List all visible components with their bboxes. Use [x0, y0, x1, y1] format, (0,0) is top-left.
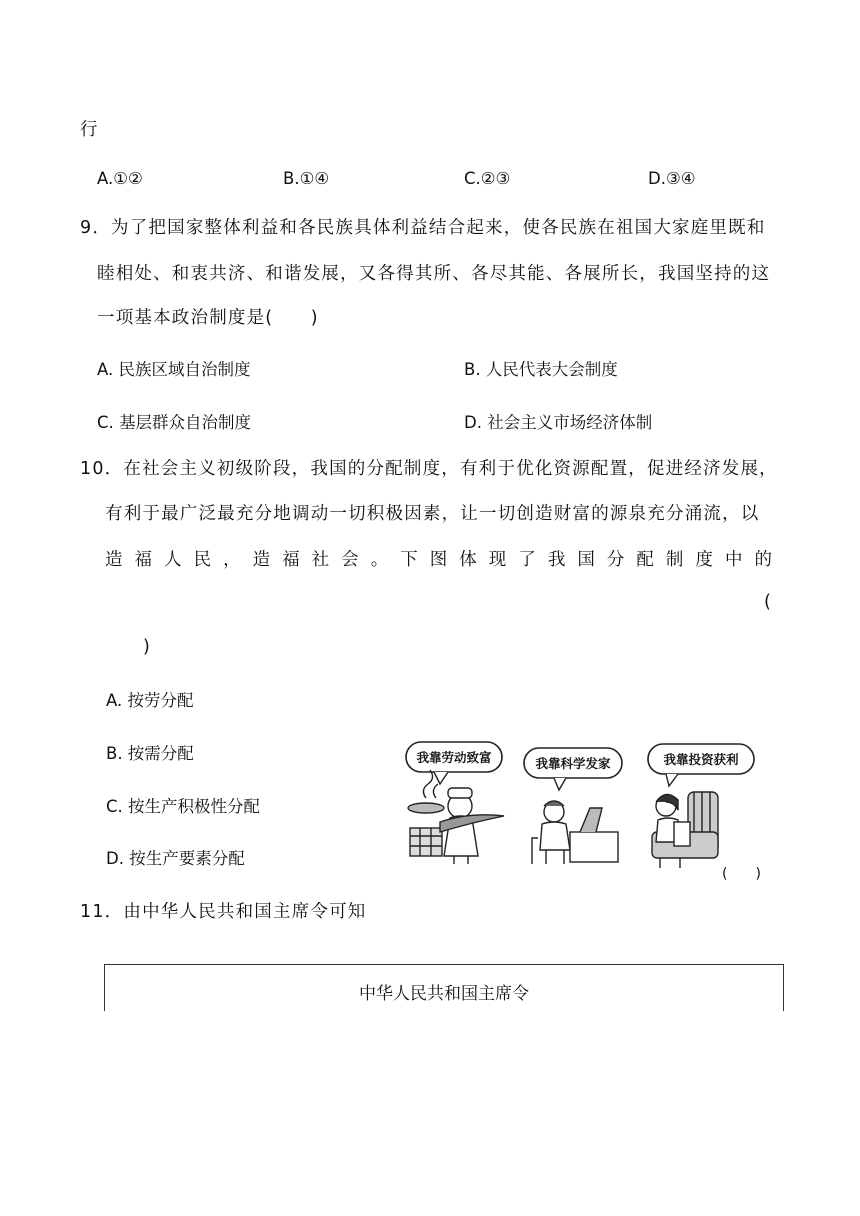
- bubble-labor-text: 我靠劳动致富: [416, 750, 492, 765]
- q10-answer-paren-close: ): [143, 637, 150, 657]
- bubble-labor: [406, 742, 502, 784]
- q10-option-d: D. 按生产要素分配: [106, 849, 245, 868]
- presidential-order-table: [104, 964, 784, 1011]
- presidential-order-title: 中华人民共和国主席令: [359, 984, 529, 1004]
- distribution-cartoon-image: [404, 736, 776, 886]
- q9-option-a: A. 民族区域自治制度: [97, 360, 251, 379]
- q10-option-a: A. 按劳分配: [106, 691, 194, 710]
- q9-stem-line3: 一项基本政治制度是( ): [97, 308, 319, 328]
- bubble-science-text: 我靠科学发家: [535, 756, 611, 771]
- q8-option-b: B.①④: [283, 169, 330, 188]
- q9-stem-line1: 9．为了把国家整体利益和各民族具体利益结合起来，使各民族在祖国大家庭里既和: [80, 218, 766, 238]
- bubble-investment-text: 我靠投资获利: [663, 752, 739, 767]
- scientist-figure: [532, 801, 618, 864]
- q10-option-c: C. 按生产积极性分配: [106, 797, 261, 816]
- q8-option-c: C.②③: [464, 169, 511, 188]
- q10-answer-paren-open: (: [764, 592, 771, 612]
- q8-option-d: D.③④: [648, 169, 696, 188]
- q10-stem-line1: 10．在社会主义初级阶段，我国的分配制度，有利于优化资源配置，促进经济发展，: [80, 459, 778, 479]
- q9-option-d: D. 社会主义市场经济体制: [464, 413, 653, 432]
- cartoon-answer-paren: ( ): [722, 866, 761, 882]
- q11-stem-line1: 11．由中华人民共和国主席令可知: [80, 902, 367, 922]
- q9-option-c: C. 基层群众自治制度: [97, 413, 252, 432]
- bubble-investment: [648, 744, 754, 786]
- bubble-science: [524, 748, 622, 790]
- q10-option-b: B. 按需分配: [106, 744, 194, 763]
- q9-stem-line2: 睦相处、和衷共济、和谐发展，又各得其所、各尽其能、各展所长，我国坚持的这: [97, 264, 771, 284]
- q9-option-b: B. 人民代表大会制度: [464, 360, 618, 379]
- q8-option-a: A.①②: [97, 169, 143, 188]
- q10-stem-line3: 造福人民，造福社会。下图体现了我国分配制度中的: [105, 550, 772, 570]
- investor-figure: [652, 792, 718, 868]
- q8-tail-text: 行: [80, 120, 99, 140]
- q10-stem-line2: 有利于最广泛最充分地调动一切积极因素，让一切创造财富的源泉充分涌流，以: [105, 504, 760, 524]
- chef-figure: [408, 770, 504, 864]
